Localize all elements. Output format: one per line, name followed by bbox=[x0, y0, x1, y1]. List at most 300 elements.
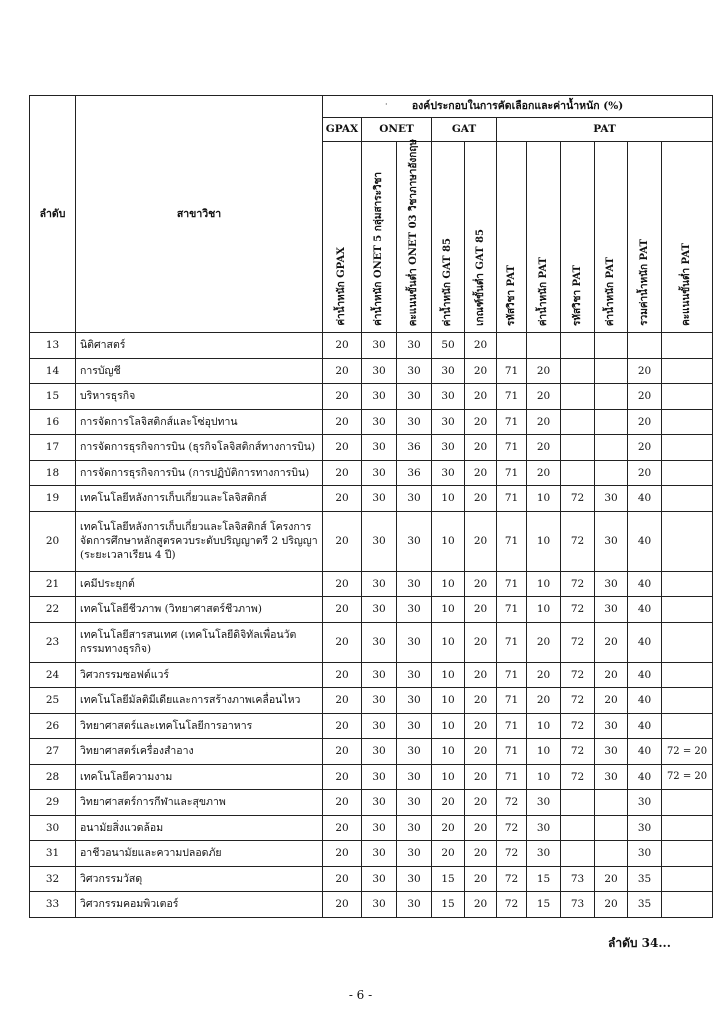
row-number: 30 bbox=[30, 815, 76, 841]
value-cell bbox=[561, 409, 595, 435]
value-cell: 72 bbox=[561, 486, 595, 512]
value-cell: 72 bbox=[497, 841, 527, 867]
value-cell: 30 bbox=[362, 358, 397, 384]
value-cell: 72 bbox=[497, 866, 527, 892]
table-row bbox=[30, 713, 713, 739]
value-cell: 10 bbox=[527, 486, 561, 512]
value-cell: 20 bbox=[465, 739, 497, 765]
table-row bbox=[30, 435, 713, 461]
value-cell: 20 bbox=[323, 622, 362, 662]
value-cell bbox=[595, 358, 628, 384]
table-row bbox=[30, 688, 713, 714]
value-cell bbox=[595, 435, 628, 461]
value-cell: 20 bbox=[465, 764, 497, 790]
table-row bbox=[30, 486, 713, 512]
value-cell: 30 bbox=[397, 790, 432, 816]
value-cell: 30 bbox=[397, 764, 432, 790]
column-header: รวมค่าน้ำหนัก PAT bbox=[628, 142, 662, 333]
value-cell: 30 bbox=[628, 790, 662, 816]
value-cell: 30 bbox=[527, 815, 561, 841]
value-cell: 20 bbox=[323, 662, 362, 688]
subject-name: การจัดการธุรกิจการบิน (ธุรกิจโลจิสติกส์ทางการบิน) bbox=[76, 435, 323, 461]
value-cell: 20 bbox=[527, 358, 561, 384]
value-cell: 30 bbox=[628, 815, 662, 841]
value-cell: 30 bbox=[397, 333, 432, 359]
value-cell: 30 bbox=[397, 866, 432, 892]
value-cell: 20 bbox=[527, 460, 561, 486]
value-cell: 30 bbox=[595, 713, 628, 739]
value-cell: 30 bbox=[362, 790, 397, 816]
value-cell: 20 bbox=[465, 511, 497, 571]
row-number: 27 bbox=[30, 739, 76, 765]
column-header: ค่าน้ำหนัก ONET 5 กลุ่มสาระวิชา bbox=[362, 142, 397, 333]
value-cell: 10 bbox=[527, 571, 561, 597]
value-cell: 20 bbox=[527, 409, 561, 435]
value-cell: 40 bbox=[628, 511, 662, 571]
value-cell: 20 bbox=[323, 892, 362, 918]
subject-name: เคมีประยุกต์ bbox=[76, 571, 323, 597]
value-cell bbox=[561, 358, 595, 384]
row-number: 18 bbox=[30, 460, 76, 486]
value-cell bbox=[628, 333, 662, 359]
column-header: คะแนนขั้นต่ำ ONET 03 วิชาภาษาอังกฤษ bbox=[397, 142, 432, 333]
value-cell: 20 bbox=[465, 409, 497, 435]
value-cell bbox=[662, 790, 713, 816]
value-cell: 20 bbox=[323, 739, 362, 765]
value-cell: 20 bbox=[323, 571, 362, 597]
row-number: 33 bbox=[30, 892, 76, 918]
subject-name: วิศวกรรมคอมพิวเตอร์ bbox=[76, 892, 323, 918]
value-cell: 20 bbox=[628, 358, 662, 384]
column-header: ค่าน้ำหนัก GAT 85 bbox=[432, 142, 465, 333]
value-cell: 20 bbox=[323, 384, 362, 410]
table-row bbox=[30, 511, 713, 571]
value-cell: 71 bbox=[497, 511, 527, 571]
row-number: 15 bbox=[30, 384, 76, 410]
value-cell: 72 bbox=[561, 571, 595, 597]
table-row bbox=[30, 662, 713, 688]
value-cell: 40 bbox=[628, 662, 662, 688]
value-cell bbox=[561, 460, 595, 486]
value-cell: 20 bbox=[432, 841, 465, 867]
table-row bbox=[30, 384, 713, 410]
value-cell: 20 bbox=[323, 486, 362, 512]
value-cell: 72 bbox=[561, 713, 595, 739]
subject-name: เทคโนโลยีความงาม bbox=[76, 764, 323, 790]
subject-name: วิทยาศาสตร์เครื่องสำอาง bbox=[76, 739, 323, 765]
subject-name: บริหารธุรกิจ bbox=[76, 384, 323, 410]
value-cell: 71 bbox=[497, 713, 527, 739]
value-cell bbox=[662, 866, 713, 892]
value-cell: 71 bbox=[497, 622, 527, 662]
value-cell: 20 bbox=[465, 892, 497, 918]
value-cell bbox=[595, 841, 628, 867]
value-cell: 71 bbox=[497, 460, 527, 486]
value-cell: 72 bbox=[561, 662, 595, 688]
value-cell: 20 bbox=[595, 866, 628, 892]
value-cell bbox=[662, 571, 713, 597]
value-cell bbox=[662, 815, 713, 841]
value-cell: 40 bbox=[628, 486, 662, 512]
value-cell: 50 bbox=[432, 333, 465, 359]
value-cell: 71 bbox=[497, 358, 527, 384]
value-cell: 15 bbox=[527, 866, 561, 892]
value-cell: 10 bbox=[432, 511, 465, 571]
value-cell: 71 bbox=[497, 435, 527, 461]
value-cell bbox=[561, 435, 595, 461]
value-cell bbox=[662, 435, 713, 461]
value-cell bbox=[662, 358, 713, 384]
value-cell: 20 bbox=[432, 790, 465, 816]
value-cell: 20 bbox=[323, 435, 362, 461]
value-cell: 20 bbox=[595, 622, 628, 662]
value-cell: 30 bbox=[362, 622, 397, 662]
value-cell bbox=[561, 333, 595, 359]
value-cell: 20 bbox=[595, 892, 628, 918]
table-row bbox=[30, 841, 713, 867]
subject-name: การบัญชี bbox=[76, 358, 323, 384]
value-cell: 30 bbox=[397, 622, 432, 662]
value-cell: 20 bbox=[323, 713, 362, 739]
value-cell: 20 bbox=[432, 815, 465, 841]
value-cell: 30 bbox=[362, 662, 397, 688]
table-row bbox=[30, 409, 713, 435]
value-cell: 30 bbox=[362, 688, 397, 714]
table-row bbox=[30, 622, 713, 662]
table-row bbox=[30, 333, 713, 359]
value-cell bbox=[561, 384, 595, 410]
table-row bbox=[30, 866, 713, 892]
value-cell: 30 bbox=[362, 384, 397, 410]
value-cell: 10 bbox=[432, 764, 465, 790]
value-cell: 30 bbox=[362, 597, 397, 623]
subject-name: วิศวกรรมวัสดุ bbox=[76, 866, 323, 892]
subject-name: อาชีวอนามัยและความปลอดภัย bbox=[76, 841, 323, 867]
value-cell: 30 bbox=[362, 435, 397, 461]
subject-name: การจัดการธุรกิจการบิน (การปฏิบัติการทางการบิน) bbox=[76, 460, 323, 486]
value-cell: 20 bbox=[527, 622, 561, 662]
value-cell: 20 bbox=[323, 815, 362, 841]
value-cell: 10 bbox=[527, 713, 561, 739]
value-cell: 72 bbox=[561, 739, 595, 765]
value-cell: 73 bbox=[561, 866, 595, 892]
value-cell: 30 bbox=[397, 739, 432, 765]
table-row bbox=[30, 571, 713, 597]
row-number: 24 bbox=[30, 662, 76, 688]
subject-name: เทคโนโลยีหลังการเก็บเกี่ยวและโลจิสติกส์ โครงการจัดการศึกษาหลักสูตรควบระดับปริญญาตรี 2 ปริญญา (ระยะเวลาเรียน 4 ปี) bbox=[76, 511, 323, 571]
value-cell bbox=[662, 333, 713, 359]
table-row bbox=[30, 892, 713, 918]
table-row bbox=[30, 597, 713, 623]
value-cell: 30 bbox=[362, 892, 397, 918]
value-cell: 30 bbox=[432, 358, 465, 384]
value-cell: 20 bbox=[527, 662, 561, 688]
value-cell: 30 bbox=[527, 790, 561, 816]
column-header: เกณฑ์ขั้นต่ำ GAT 85 bbox=[465, 142, 497, 333]
subject-name: วิทยาศาสตร์การกีฬาและสุขภาพ bbox=[76, 790, 323, 816]
row-number: 14 bbox=[30, 358, 76, 384]
value-cell bbox=[595, 384, 628, 410]
value-cell: 30 bbox=[397, 688, 432, 714]
value-cell: 20 bbox=[323, 866, 362, 892]
value-cell: 10 bbox=[527, 597, 561, 623]
table-row bbox=[30, 815, 713, 841]
value-cell: 72 = 20 bbox=[662, 739, 713, 765]
value-cell: 10 bbox=[432, 571, 465, 597]
value-cell: 30 bbox=[362, 409, 397, 435]
group-pat: PAT bbox=[497, 118, 713, 142]
value-cell: 71 bbox=[497, 384, 527, 410]
value-cell: 40 bbox=[628, 764, 662, 790]
value-cell: 20 bbox=[465, 435, 497, 461]
value-cell: 20 bbox=[628, 460, 662, 486]
value-cell: 30 bbox=[362, 713, 397, 739]
subject-name: นิติศาสตร์ bbox=[76, 333, 323, 359]
value-cell bbox=[595, 409, 628, 435]
subject-name: วิศวกรรมซอฟต์แวร์ bbox=[76, 662, 323, 688]
scan-speck: · bbox=[385, 100, 388, 109]
value-cell: 20 bbox=[323, 841, 362, 867]
row-number: 22 bbox=[30, 597, 76, 623]
value-cell bbox=[561, 790, 595, 816]
value-cell: 20 bbox=[323, 688, 362, 714]
selection-criteria-table bbox=[29, 95, 713, 918]
value-cell bbox=[595, 460, 628, 486]
value-cell: 30 bbox=[362, 571, 397, 597]
value-cell: 10 bbox=[527, 739, 561, 765]
value-cell: 30 bbox=[362, 866, 397, 892]
value-cell: 20 bbox=[465, 384, 497, 410]
value-cell: 71 bbox=[497, 688, 527, 714]
value-cell: 72 = 20 bbox=[662, 764, 713, 790]
value-cell: 10 bbox=[432, 688, 465, 714]
value-cell: 30 bbox=[362, 511, 397, 571]
value-cell: 72 bbox=[497, 790, 527, 816]
value-cell bbox=[662, 409, 713, 435]
value-cell: 72 bbox=[561, 764, 595, 790]
value-cell bbox=[595, 815, 628, 841]
subject-name: การจัดการโลจิสติกส์และโซ่อุปทาน bbox=[76, 409, 323, 435]
value-cell: 36 bbox=[397, 435, 432, 461]
value-cell: 15 bbox=[432, 866, 465, 892]
value-cell: 40 bbox=[628, 713, 662, 739]
value-cell: 35 bbox=[628, 866, 662, 892]
value-cell bbox=[527, 333, 561, 359]
group-onet: ONET bbox=[362, 118, 432, 142]
value-cell: 20 bbox=[465, 688, 497, 714]
value-cell: 20 bbox=[465, 790, 497, 816]
value-cell: 71 bbox=[497, 409, 527, 435]
column-header: คะแนนขั้นต่ำ PAT bbox=[662, 142, 713, 333]
subject-name: เทคโนโลยีหลังการเก็บเกี่ยวและโลจิสติกส์ bbox=[76, 486, 323, 512]
value-cell: 20 bbox=[465, 571, 497, 597]
table-row bbox=[30, 739, 713, 765]
value-cell bbox=[662, 841, 713, 867]
value-cell: 20 bbox=[323, 790, 362, 816]
value-cell: 30 bbox=[595, 739, 628, 765]
value-cell: 35 bbox=[628, 892, 662, 918]
subject-name: อนามัยสิ่งแวดล้อม bbox=[76, 815, 323, 841]
column-header: ค่าน้ำหนัก PAT bbox=[595, 142, 628, 333]
row-number: 21 bbox=[30, 571, 76, 597]
value-cell bbox=[662, 384, 713, 410]
column-header: ค่าน้ำหนัก PAT bbox=[527, 142, 561, 333]
row-number: 28 bbox=[30, 764, 76, 790]
value-cell: 72 bbox=[561, 511, 595, 571]
value-cell: 10 bbox=[432, 713, 465, 739]
header-no: ลำดับ bbox=[30, 96, 76, 333]
page-number: - 6 - bbox=[348, 988, 373, 1002]
value-cell: 20 bbox=[323, 597, 362, 623]
value-cell: 30 bbox=[362, 333, 397, 359]
value-cell: 20 bbox=[465, 713, 497, 739]
group-gpax: GPAX bbox=[323, 118, 362, 142]
value-cell: 40 bbox=[628, 739, 662, 765]
value-cell: 20 bbox=[628, 409, 662, 435]
row-number: 29 bbox=[30, 790, 76, 816]
table-row bbox=[30, 358, 713, 384]
value-cell: 30 bbox=[362, 764, 397, 790]
row-number: 16 bbox=[30, 409, 76, 435]
row-number: 19 bbox=[30, 486, 76, 512]
value-cell: 72 bbox=[561, 688, 595, 714]
value-cell: 36 bbox=[397, 460, 432, 486]
value-cell: 30 bbox=[595, 597, 628, 623]
value-cell: 30 bbox=[595, 764, 628, 790]
value-cell: 20 bbox=[628, 384, 662, 410]
column-header: รหัสวิชา PAT bbox=[561, 142, 595, 333]
value-cell bbox=[561, 815, 595, 841]
table-row bbox=[30, 460, 713, 486]
value-cell: 30 bbox=[432, 460, 465, 486]
value-cell: 72 bbox=[497, 892, 527, 918]
value-cell: 10 bbox=[432, 622, 465, 662]
row-number: 17 bbox=[30, 435, 76, 461]
value-cell: 30 bbox=[362, 486, 397, 512]
subject-name: เทคโนโลยีชีวภาพ (วิทยาศาสตร์ชีวภาพ) bbox=[76, 597, 323, 623]
table-row bbox=[30, 790, 713, 816]
value-cell: 30 bbox=[432, 384, 465, 410]
value-cell: 30 bbox=[362, 739, 397, 765]
value-cell: 20 bbox=[465, 866, 497, 892]
value-cell: 30 bbox=[527, 841, 561, 867]
value-cell: 30 bbox=[397, 409, 432, 435]
subject-name: เทคโนโลยีสารสนเทศ (เทคโนโลยีดิจิทัลเพื่อนวัตกรรมทางธุรกิจ) bbox=[76, 622, 323, 662]
value-cell: 71 bbox=[497, 662, 527, 688]
value-cell: 30 bbox=[595, 486, 628, 512]
value-cell: 15 bbox=[527, 892, 561, 918]
value-cell: 30 bbox=[362, 841, 397, 867]
value-cell bbox=[662, 622, 713, 662]
value-cell: 72 bbox=[561, 622, 595, 662]
value-cell: 20 bbox=[465, 460, 497, 486]
value-cell: 20 bbox=[527, 435, 561, 461]
value-cell: 20 bbox=[527, 384, 561, 410]
table-row bbox=[30, 764, 713, 790]
value-cell: 20 bbox=[465, 815, 497, 841]
subject-name: วิทยาศาสตร์และเทคโนโลยีการอาหาร bbox=[76, 713, 323, 739]
row-number: 31 bbox=[30, 841, 76, 867]
value-cell: 30 bbox=[397, 892, 432, 918]
value-cell bbox=[595, 333, 628, 359]
value-cell: 20 bbox=[465, 662, 497, 688]
value-cell bbox=[662, 511, 713, 571]
value-cell: 30 bbox=[397, 662, 432, 688]
value-cell: 30 bbox=[432, 409, 465, 435]
value-cell: 10 bbox=[432, 486, 465, 512]
value-cell: 10 bbox=[432, 739, 465, 765]
value-cell: 73 bbox=[561, 892, 595, 918]
value-cell: 40 bbox=[628, 688, 662, 714]
value-cell: 20 bbox=[465, 486, 497, 512]
value-cell: 40 bbox=[628, 571, 662, 597]
value-cell: 30 bbox=[362, 815, 397, 841]
value-cell bbox=[561, 841, 595, 867]
column-header: รหัสวิชา PAT bbox=[497, 142, 527, 333]
value-cell bbox=[662, 713, 713, 739]
value-cell: 40 bbox=[628, 622, 662, 662]
value-cell: 30 bbox=[397, 597, 432, 623]
value-cell: 30 bbox=[397, 486, 432, 512]
value-cell bbox=[662, 460, 713, 486]
value-cell: 20 bbox=[323, 764, 362, 790]
continue-note: ลำดับ 34... bbox=[608, 936, 671, 950]
header-subject: สาขาวิชา bbox=[76, 96, 323, 333]
header-component-title: องค์ประกอบในการคัดเลือกและค่าน้ำหนัก (%) bbox=[323, 96, 713, 118]
value-cell: 20 bbox=[465, 622, 497, 662]
value-cell: 71 bbox=[497, 571, 527, 597]
value-cell: 20 bbox=[323, 333, 362, 359]
row-number: 13 bbox=[30, 333, 76, 359]
value-cell bbox=[662, 486, 713, 512]
value-cell: 20 bbox=[628, 435, 662, 461]
value-cell: 71 bbox=[497, 739, 527, 765]
value-cell bbox=[497, 333, 527, 359]
value-cell: 30 bbox=[397, 358, 432, 384]
value-cell: 10 bbox=[527, 511, 561, 571]
value-cell: 20 bbox=[323, 460, 362, 486]
column-header: ค่าน้ำหนัก GPAX bbox=[323, 142, 362, 333]
value-cell: 20 bbox=[465, 333, 497, 359]
group-gat: GAT bbox=[432, 118, 497, 142]
value-cell: 20 bbox=[323, 511, 362, 571]
value-cell: 20 bbox=[465, 841, 497, 867]
value-cell bbox=[662, 662, 713, 688]
value-cell: 72 bbox=[561, 597, 595, 623]
value-cell: 30 bbox=[397, 713, 432, 739]
value-cell: 20 bbox=[323, 409, 362, 435]
row-number: 25 bbox=[30, 688, 76, 714]
value-cell: 10 bbox=[527, 764, 561, 790]
value-cell: 30 bbox=[595, 511, 628, 571]
row-number: 26 bbox=[30, 713, 76, 739]
value-cell bbox=[662, 597, 713, 623]
value-cell: 20 bbox=[595, 688, 628, 714]
value-cell: 30 bbox=[397, 815, 432, 841]
value-cell: 30 bbox=[397, 841, 432, 867]
value-cell: 20 bbox=[465, 358, 497, 384]
value-cell: 30 bbox=[362, 460, 397, 486]
value-cell: 30 bbox=[595, 571, 628, 597]
value-cell: 71 bbox=[497, 486, 527, 512]
value-cell: 10 bbox=[432, 597, 465, 623]
value-cell: 15 bbox=[432, 892, 465, 918]
row-number: 20 bbox=[30, 511, 76, 571]
value-cell: 20 bbox=[595, 662, 628, 688]
value-cell: 10 bbox=[432, 662, 465, 688]
value-cell: 20 bbox=[465, 597, 497, 623]
value-cell: 30 bbox=[397, 511, 432, 571]
